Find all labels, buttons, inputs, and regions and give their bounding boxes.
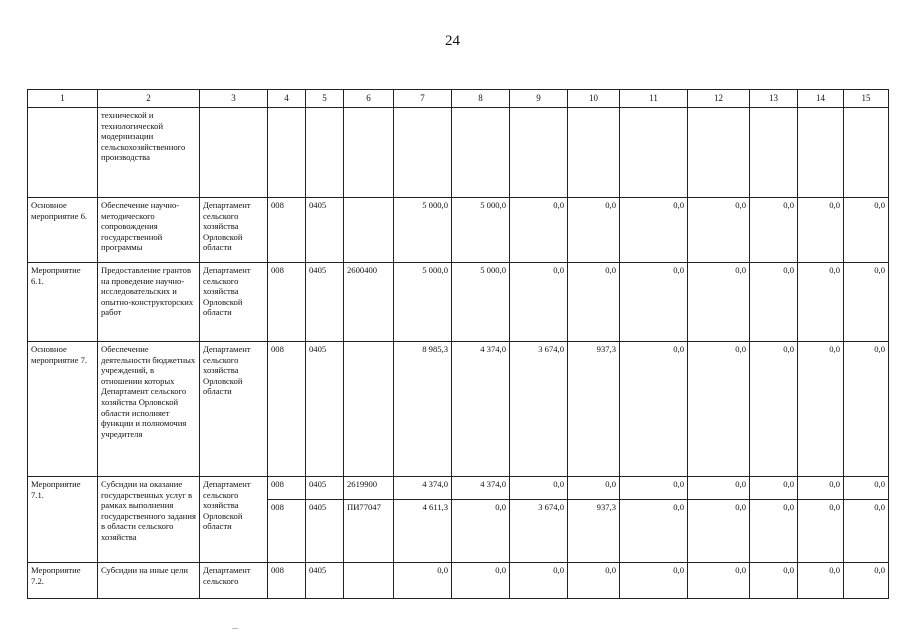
- table-cell-name: Обеспечение деятельности бюджетных учреждений, в отношении которых Департамент сельского хозяйства Орловской области исполняет функции и полномочия учредителя: [98, 342, 200, 477]
- table-cell: [452, 108, 510, 198]
- table-cell-value: 4 611,3: [394, 500, 452, 563]
- column-header: 3: [200, 90, 268, 108]
- table-row: [28, 198, 889, 263]
- table-cell: [268, 108, 306, 198]
- table-cell-code: 008: [268, 198, 306, 263]
- table-cell-value: 0,0: [620, 342, 688, 477]
- table-cell-name: технической и технологической модернизации сельскохозяйственного производства: [98, 108, 200, 198]
- table-cell-value: 0,0: [568, 198, 620, 263]
- column-header: 9: [510, 90, 568, 108]
- table-cell-code: 0405: [306, 342, 344, 477]
- table-cell-code: 008: [268, 563, 306, 599]
- table-cell-value: 0,0: [620, 500, 688, 563]
- table-cell-value: 0,0: [568, 563, 620, 599]
- table-cell-value: 0,0: [510, 263, 568, 342]
- table-cell-event: Основное мероприятие 6.: [28, 198, 98, 263]
- table-cell: [844, 108, 889, 198]
- table-cell-name: Субсидии на иные цели: [98, 563, 200, 599]
- table-cell-executor: Департамент сельского хозяйства Орловской области: [200, 263, 268, 342]
- table-cell-code: 0405: [306, 500, 344, 563]
- column-header-row: [28, 90, 889, 108]
- table-cell-value: 5 000,0: [452, 263, 510, 342]
- table-cell-event: Мероприятие 7.1.: [28, 477, 98, 563]
- table-cell-code: [344, 563, 394, 599]
- table-cell-value: 0,0: [688, 477, 750, 500]
- table-cell-value: 0,0: [798, 563, 844, 599]
- table-cell-code: [344, 198, 394, 263]
- table-cell: [510, 108, 568, 198]
- column-header: 10: [568, 90, 620, 108]
- table-cell-code: 0405: [306, 263, 344, 342]
- table-cell-value: 0,0: [510, 563, 568, 599]
- column-header: 2: [98, 90, 200, 108]
- column-header: 1: [28, 90, 98, 108]
- table-cell-value: 0,0: [688, 263, 750, 342]
- table-cell-value: 937,3: [568, 500, 620, 563]
- table-cell-code: ПИ77047: [344, 500, 394, 563]
- table-row: [28, 342, 889, 477]
- table-cell: [306, 108, 344, 198]
- table-cell-executor: Департамент сельского: [200, 563, 268, 599]
- table-cell-name: Обеспечение научно-методического сопровождения государственной программы: [98, 198, 200, 263]
- table-cell-value: 4 374,0: [452, 342, 510, 477]
- table-cell-value: 0,0: [620, 198, 688, 263]
- table-cell: [620, 108, 688, 198]
- column-header: 5: [306, 90, 344, 108]
- table-cell-value: 5 000,0: [394, 198, 452, 263]
- table-cell-value: 5 000,0: [452, 198, 510, 263]
- table-cell-name: Предоставление грантов на проведение научно-исследовательских и опытно-конструкторских работ: [98, 263, 200, 342]
- table-cell: [394, 108, 452, 198]
- table-cell: [798, 108, 844, 198]
- table-cell-code: 008: [268, 342, 306, 477]
- table-cell-value: 0,0: [688, 198, 750, 263]
- table-cell-value: 0,0: [844, 500, 889, 563]
- table-cell-value: 0,0: [688, 563, 750, 599]
- table-cell-code: 0405: [306, 563, 344, 599]
- table-row-continuation: [28, 108, 889, 198]
- table-row: [28, 563, 889, 599]
- table-cell-value: 0,0: [750, 500, 798, 563]
- table-cell-code: 0405: [306, 198, 344, 263]
- table-cell-code: 0405: [306, 477, 344, 500]
- column-header: 4: [268, 90, 306, 108]
- table-cell-code: [344, 342, 394, 477]
- table-cell-value: 0,0: [510, 198, 568, 263]
- column-header: 11: [620, 90, 688, 108]
- table-cell-code: 008: [268, 500, 306, 563]
- table-cell-code: 2600400: [344, 263, 394, 342]
- table-cell-name: Субсидии на оказание государственных услуг в рамках выполнения государственного задания в области сельского хозяйства: [98, 477, 200, 563]
- table-cell-value: 0,0: [510, 477, 568, 500]
- column-header: 6: [344, 90, 394, 108]
- table-cell-value: 0,0: [568, 263, 620, 342]
- table-cell-value: 0,0: [844, 263, 889, 342]
- table-cell-value: 0,0: [452, 563, 510, 599]
- table-cell-value: 0,0: [750, 563, 798, 599]
- table-cell-value: 0,0: [688, 500, 750, 563]
- page-number: 24: [445, 33, 460, 49]
- column-header: 12: [688, 90, 750, 108]
- table-cell: [28, 108, 98, 198]
- table-cell-event: Основное мероприятие 7.: [28, 342, 98, 477]
- table-cell-value: 0,0: [620, 477, 688, 500]
- table-cell-event: Мероприятие 7.2.: [28, 563, 98, 599]
- scan-mark: [232, 628, 238, 629]
- table-cell-value: 4 374,0: [452, 477, 510, 500]
- table-cell-value: 5 000,0: [394, 263, 452, 342]
- table-cell-value: 3 674,0: [510, 342, 568, 477]
- table-cell-value: 8 985,3: [394, 342, 452, 477]
- table-cell-value: 0,0: [620, 563, 688, 599]
- table-cell-executor: Департамент сельского хозяйства Орловской области: [200, 477, 268, 563]
- table-cell-value: 0,0: [844, 198, 889, 263]
- table-cell: [750, 108, 798, 198]
- table-cell-value: 0,0: [844, 477, 889, 500]
- table-cell-value: 0,0: [798, 263, 844, 342]
- table-cell-value: 0,0: [798, 477, 844, 500]
- table-cell-code: 008: [268, 263, 306, 342]
- table-cell-event: Мероприятие 6.1.: [28, 263, 98, 342]
- table-cell-executor: Департамент сельского хозяйства Орловской области: [200, 342, 268, 477]
- column-header: 14: [798, 90, 844, 108]
- column-header: 8: [452, 90, 510, 108]
- table-cell-value: 0,0: [844, 342, 889, 477]
- table-cell-value: 0,0: [750, 477, 798, 500]
- table-cell-value: 937,3: [568, 342, 620, 477]
- table-cell: [200, 108, 268, 198]
- table-row: [28, 263, 889, 342]
- column-header: 7: [394, 90, 452, 108]
- table-cell-value: 0,0: [394, 563, 452, 599]
- table-cell-value: 0,0: [452, 500, 510, 563]
- budget-table: [27, 89, 889, 599]
- table-cell: [344, 108, 394, 198]
- table-cell-value: 4 374,0: [394, 477, 452, 500]
- column-header: 15: [844, 90, 889, 108]
- table-cell-value: 0,0: [798, 198, 844, 263]
- table-cell: [688, 108, 750, 198]
- table-cell-value: 0,0: [844, 563, 889, 599]
- table-cell-value: 0,0: [750, 342, 798, 477]
- column-header: 13: [750, 90, 798, 108]
- table-cell-value: 3 674,0: [510, 500, 568, 563]
- table-row: [28, 477, 889, 500]
- table-cell: [568, 108, 620, 198]
- table-cell-value: 0,0: [568, 477, 620, 500]
- table-cell-value: 0,0: [688, 342, 750, 477]
- table-cell-value: 0,0: [798, 500, 844, 563]
- table-cell-value: 0,0: [750, 198, 798, 263]
- table-cell-code: 008: [268, 477, 306, 500]
- table-cell-value: 0,0: [750, 263, 798, 342]
- table-cell-executor: Департамент сельского хозяйства Орловской области: [200, 198, 268, 263]
- table-cell-code: 2619900: [344, 477, 394, 500]
- table-cell-value: 0,0: [620, 263, 688, 342]
- table-cell-value: 0,0: [798, 342, 844, 477]
